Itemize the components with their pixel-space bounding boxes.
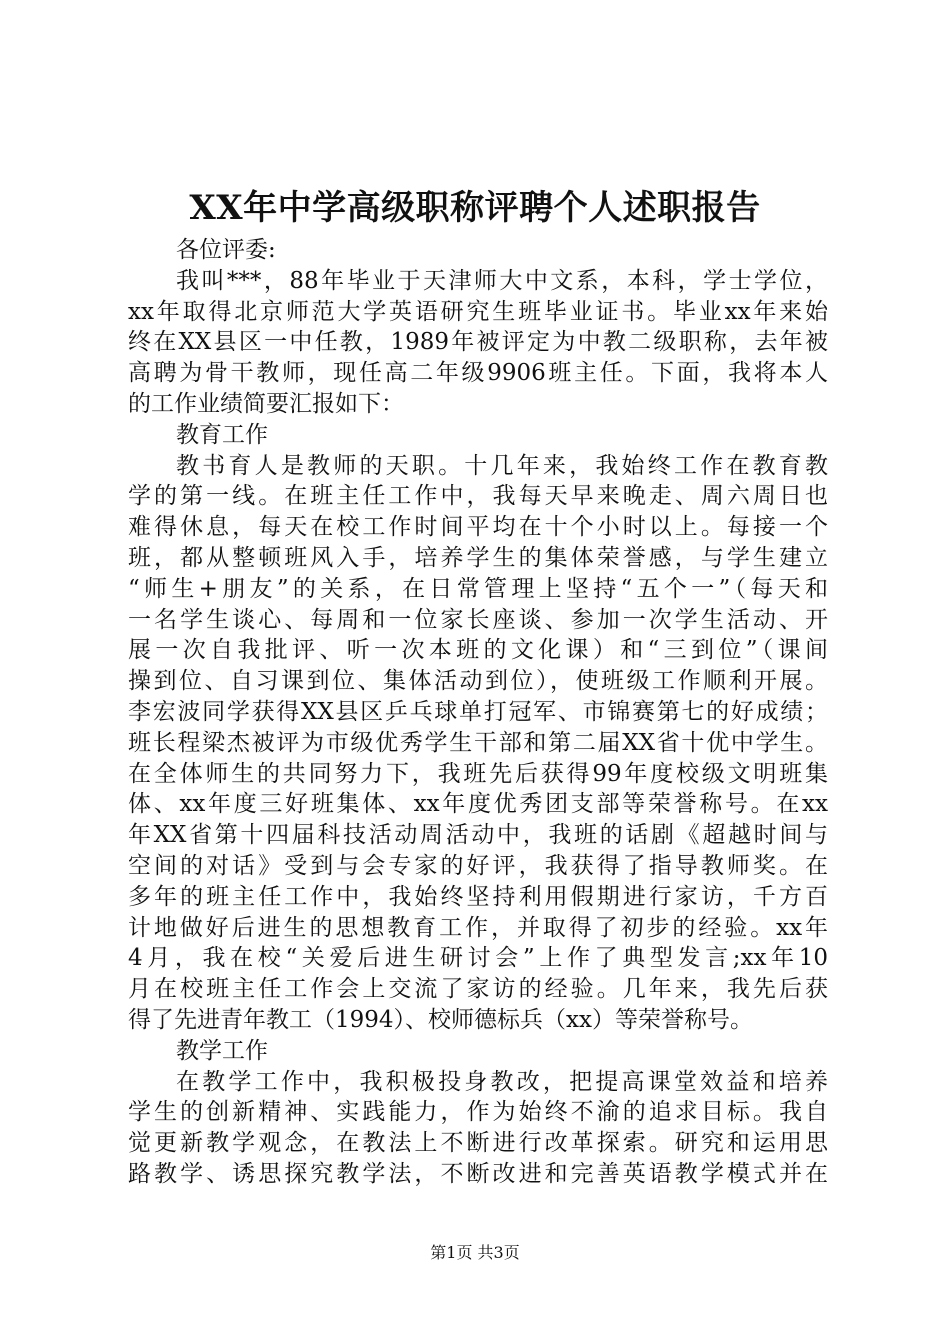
text-line: 一名学生谈心、每周和一位家长座谈、参加一次学生活动、开: [128, 606, 828, 633]
document-body: [128, 235, 828, 1190]
text-line: 操到位、自习课到位、集体活动到位），使班级工作顺利开展。: [128, 668, 828, 695]
text-line: 的工作业绩简要汇报如下：: [128, 390, 404, 417]
text-line: 班长程梁杰被评为市级优秀学生干部和第二届XX省十优中学生。: [128, 729, 828, 756]
text-line: 我叫***，88年毕业于天津师大中文系，本科，学士学位，: [176, 267, 828, 294]
text-line: 体、xx年度三好班集体、xx年度优秀团支部等荣誉称号。在xx: [128, 791, 828, 818]
salutation: 各位评委:: [176, 237, 276, 263]
text-line: 得了先进青年教工（1994）、校师德标兵（xx）等荣誉称号。: [128, 1006, 753, 1033]
text-line: 高聘为骨干教师，现任高二年级9906班主任。下面，我将本人: [128, 360, 828, 387]
text-line: 班，都从整顿班风入手，培养学生的集体荣誉感，与学生建立: [128, 544, 828, 571]
text-line: 计地做好后进生的思想教育工作，并取得了初步的经验。xx年: [128, 914, 828, 941]
text-line: 路教学、诱思探究教学法，不断改进和完善英语教学模式并在: [128, 1160, 828, 1187]
text-line: “师生+朋友”的关系，在日常管理上坚持“五个一”（每天和: [128, 575, 828, 602]
text-line: 学的第一线。在班主任工作中，我每天早来晚走、周六周日也: [128, 483, 828, 510]
section-heading-teaching: 教学工作: [176, 1037, 268, 1064]
text-line: 在教学工作中，我积极投身教改，把提高课堂效益和培养: [176, 1068, 828, 1095]
text-line: 空间的对话》受到与会专家的好评，我获得了指导教师奖。在: [128, 852, 828, 879]
page-footer: 第1页 共3页: [430, 1243, 520, 1262]
section-heading-education: 教育工作: [176, 421, 268, 448]
text-line: 教书育人是教师的天职。十几年来，我始终工作在教育教: [176, 452, 828, 479]
text-line: 月在校班主任工作会上交流了家访的经验。几年来，我先后获: [128, 976, 828, 1003]
text-line: xx年取得北京师范大学英语研究生班毕业证书。毕业xx年来始: [128, 298, 828, 325]
text-line: 展一次自我批评、听一次本班的文化课）和“三到位”（课间: [128, 637, 828, 664]
text-line: 在全体师生的共同努力下，我班先后获得99年度校级文明班集: [128, 760, 828, 787]
text-line: 4月，我在校“关爱后进生研讨会”上作了典型发言;xx年10: [128, 945, 828, 972]
text-line: 年XX省第十四届科技活动周活动中，我班的话剧《超越时间与: [128, 822, 828, 849]
document-title: XX年中学高级职称评聘个人述职报告: [189, 188, 761, 228]
text-line: 终在XX县区一中任教，1989年被评定为中教二级职称，去年被: [128, 329, 828, 356]
text-line: 难得休息，每天在校工作时间平均在十个小时以上。每接一个: [128, 514, 828, 541]
text-line: 多年的班主任工作中，我始终坚持利用假期进行家访，千方百: [128, 883, 828, 910]
text-line: 学生的创新精神、实践能力，作为始终不渝的追求目标。我自: [128, 1099, 828, 1126]
text-line: 觉更新教学观念，在教法上不断进行改革探索。研究和运用思: [128, 1130, 828, 1157]
text-line: 李宏波同学获得XX县区乒乓球单打冠军、市锦赛第七的好成绩；: [128, 698, 828, 725]
